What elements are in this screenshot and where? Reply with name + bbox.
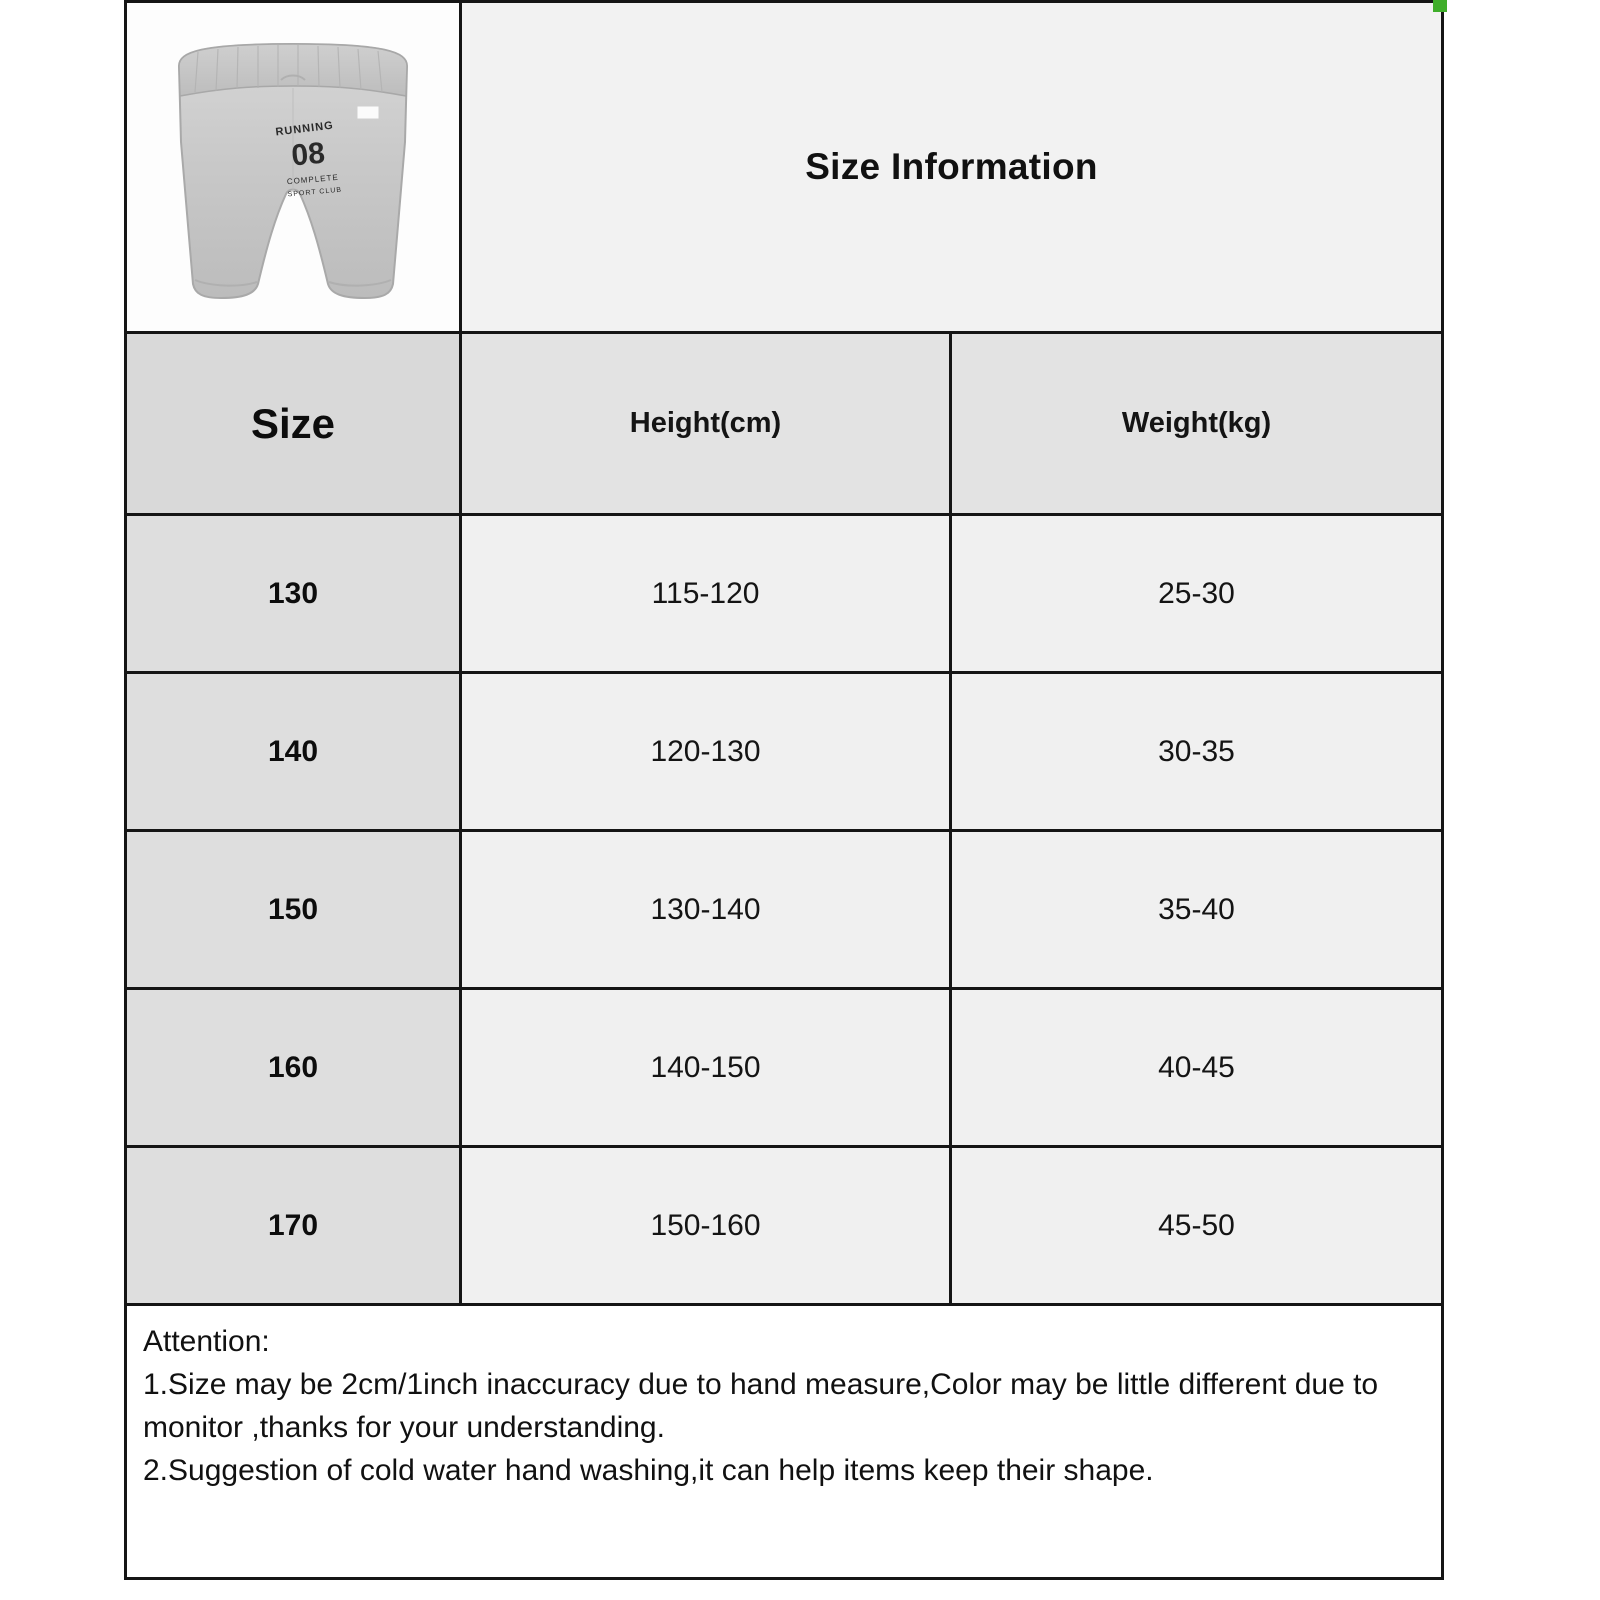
table-header-height [462, 334, 952, 513]
size-chart-container [124, 0, 1444, 1580]
cell-height [462, 1148, 952, 1303]
svg-text:COMPLETE: COMPLETE [286, 172, 340, 187]
value-size: 130 [267, 576, 319, 610]
table-row [127, 674, 1441, 832]
table-header-weight [952, 334, 1441, 513]
table-row [127, 990, 1441, 1148]
value-height: 140-150 [650, 1050, 761, 1084]
cell-weight [952, 990, 1441, 1145]
value-height: 120-130 [650, 734, 761, 768]
attention-block [127, 1306, 1441, 1577]
cell-height [462, 674, 952, 829]
cell-size [127, 832, 462, 987]
cell-size [127, 1148, 462, 1303]
table-header-row [127, 334, 1441, 516]
table-row [127, 832, 1441, 990]
svg-text:RUNNING: RUNNING [274, 119, 335, 139]
cell-size [127, 674, 462, 829]
attention-heading: Attention: [143, 1325, 270, 1358]
title-cell [462, 0, 1441, 331]
value-height: 130-140 [650, 892, 761, 926]
cell-weight [952, 1148, 1441, 1303]
value-weight: 45-50 [1158, 1208, 1235, 1242]
cell-size [127, 516, 462, 671]
svg-text:08: 08 [290, 136, 327, 173]
value-size: 160 [267, 1050, 319, 1084]
table-row [127, 1148, 1441, 1306]
table-row [127, 516, 1441, 674]
cell-weight [952, 674, 1441, 829]
attention-note-2: 2.Suggestion of cold water hand washing,it can help items keep their shape. [143, 1454, 1154, 1487]
cell-height [462, 516, 952, 671]
svg-text:SPORT CLUB: SPORT CLUB [287, 186, 343, 199]
cell-weight [952, 516, 1441, 671]
value-height: 150-160 [650, 1208, 761, 1242]
column-label-size: Size [250, 399, 336, 447]
cell-size [127, 990, 462, 1145]
value-weight: 25-30 [1158, 576, 1235, 610]
column-label-height: Height(cm) [629, 407, 782, 439]
value-weight: 35-40 [1158, 892, 1235, 926]
cell-height [462, 832, 952, 987]
value-size: 140 [267, 734, 319, 768]
attention-note-1: 1.Size may be 2cm/1inch inaccuracy due to hand measure,Color may be little different due to monitor ,thanks for your understanding. [143, 1368, 1379, 1444]
value-weight: 30-35 [1158, 734, 1235, 768]
value-height: 115-120 [651, 576, 760, 610]
table-header-size [127, 334, 462, 513]
value-size: 150 [267, 892, 319, 926]
value-weight: 40-45 [1158, 1050, 1235, 1084]
cell-height [462, 990, 952, 1145]
shorts-illustration-icon [143, 22, 443, 312]
column-label-weight: Weight(kg) [1121, 407, 1272, 439]
page-title: Size Information [805, 146, 1098, 187]
value-size: 170 [267, 1208, 319, 1242]
product-image-cell [127, 0, 462, 331]
cell-weight [952, 832, 1441, 987]
chart-header-row [127, 0, 1441, 334]
green-marker-decoration [1433, 0, 1447, 12]
